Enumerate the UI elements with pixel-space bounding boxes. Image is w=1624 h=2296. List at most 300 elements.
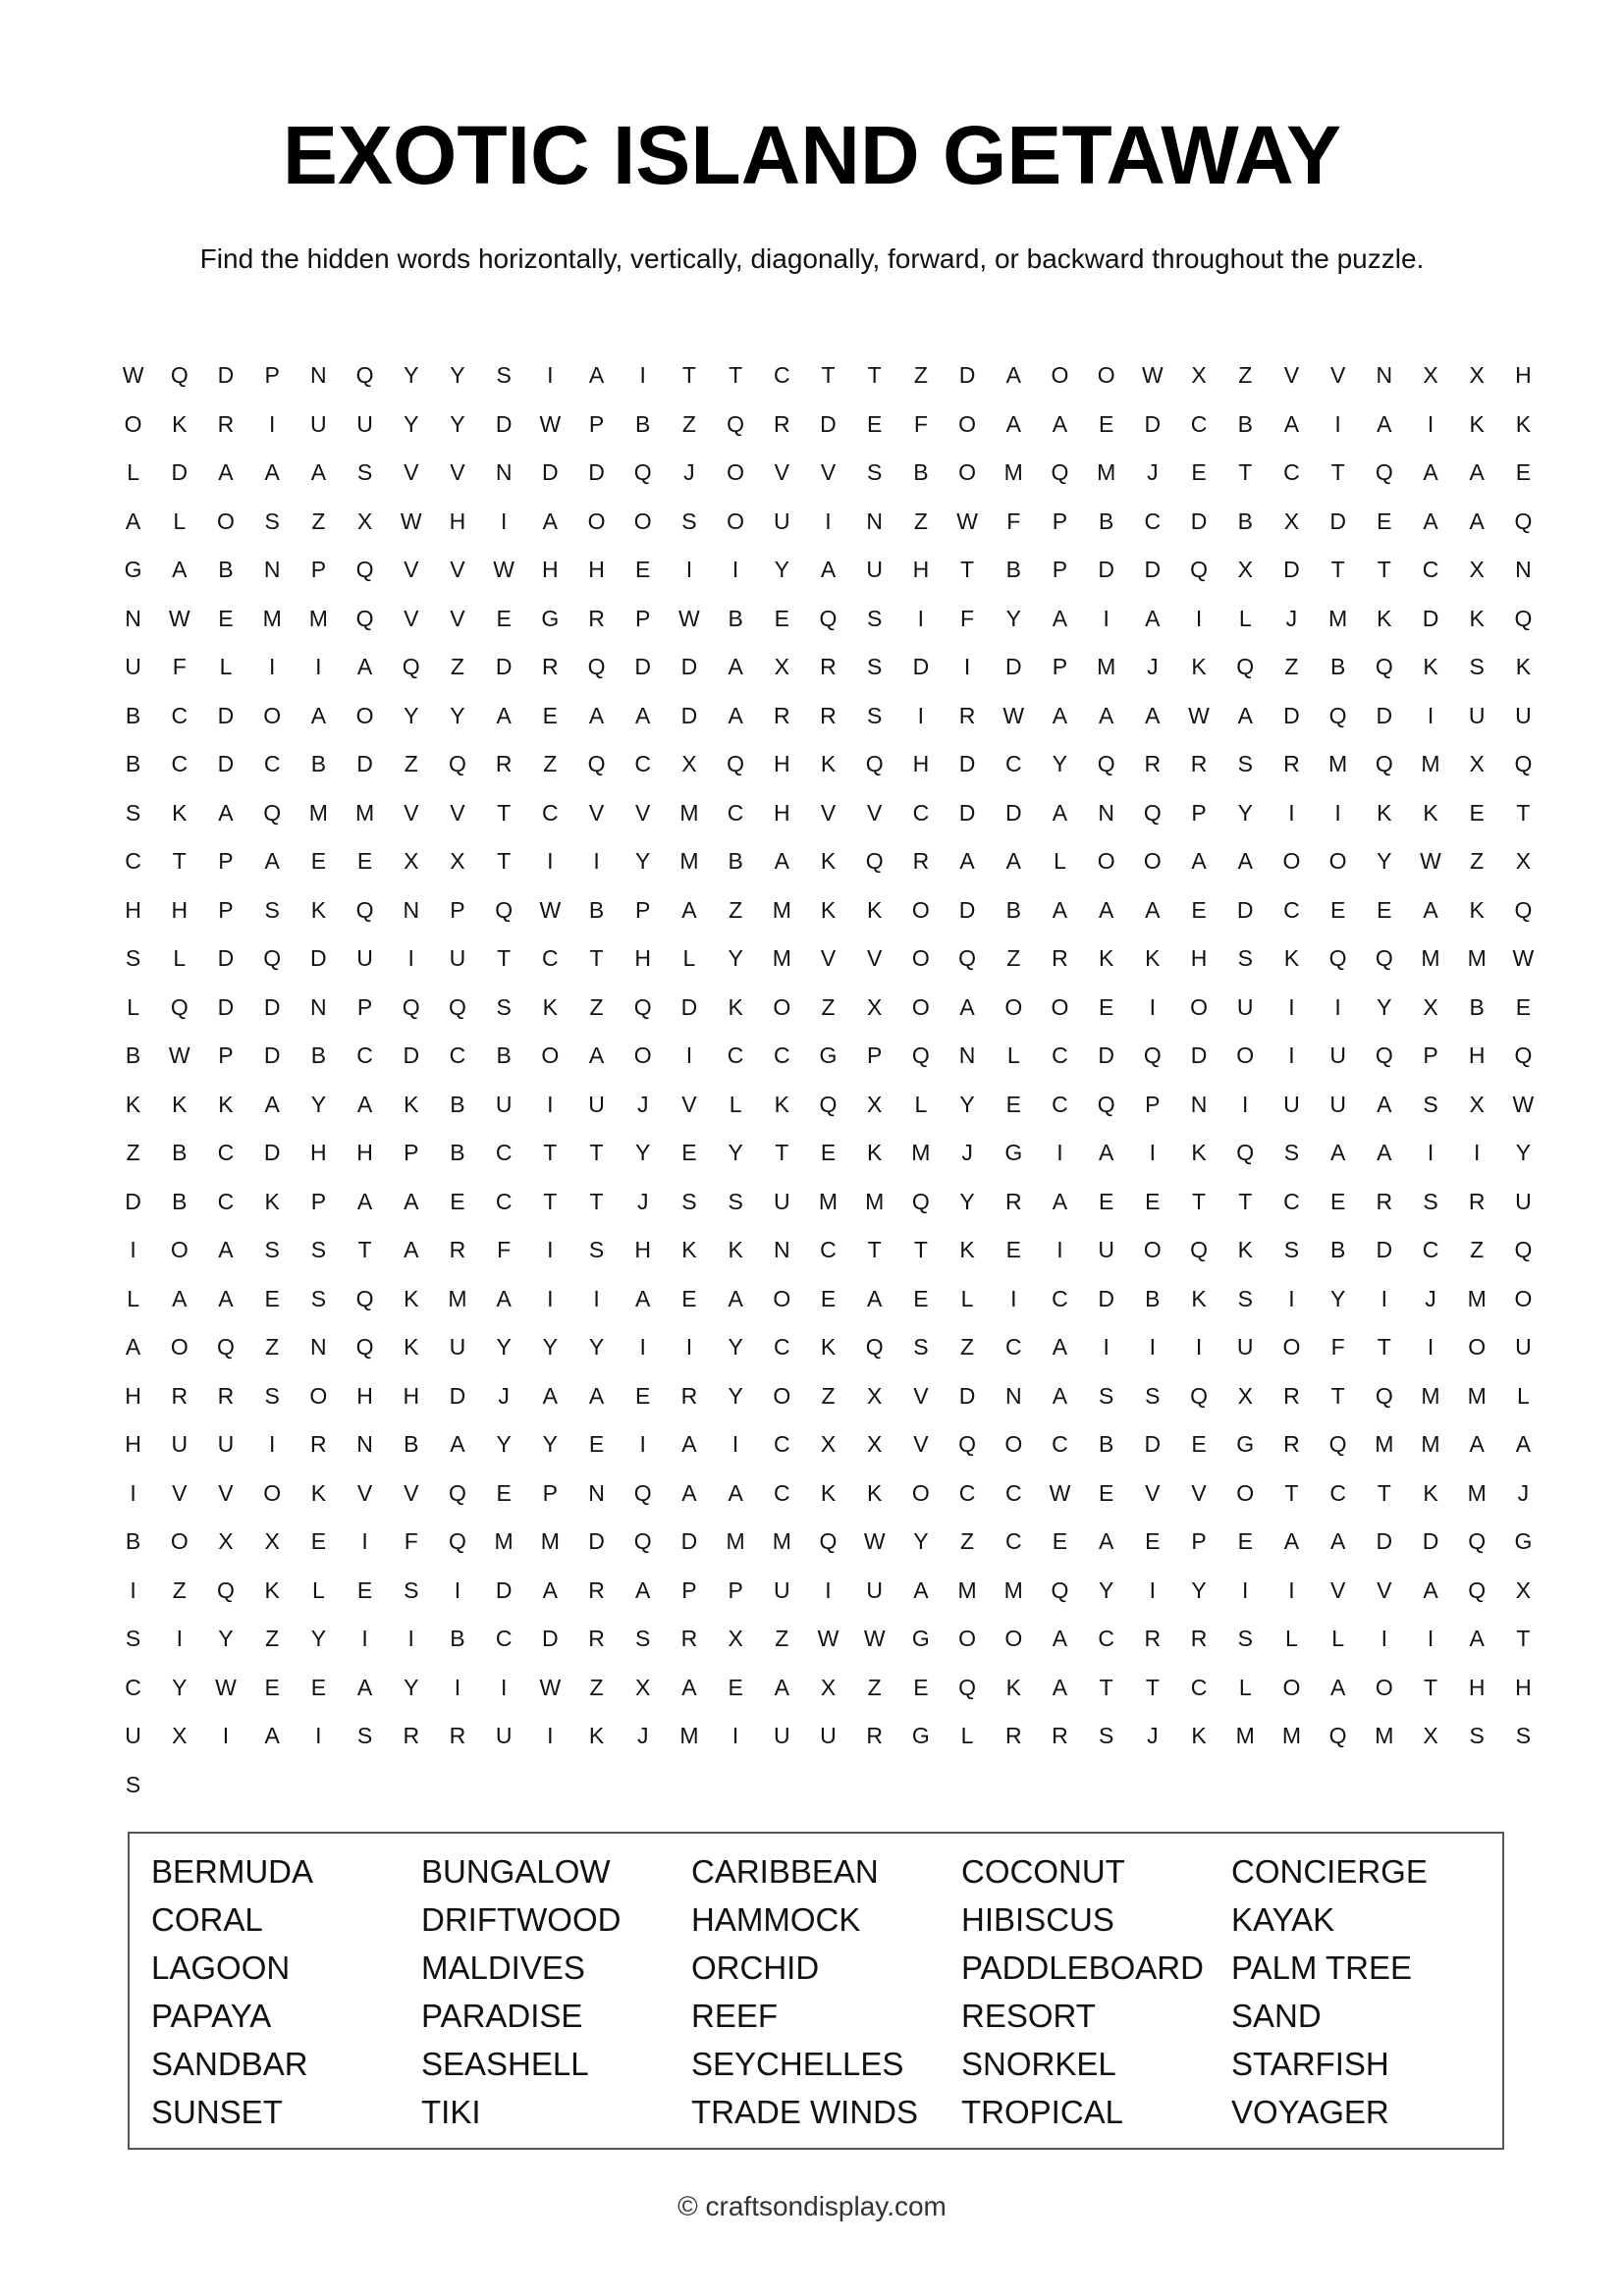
grid-letter: O <box>1190 993 1208 1020</box>
grid-letter: J <box>1285 605 1298 631</box>
grid-letter: H <box>773 799 790 826</box>
grid-letter: J <box>683 459 695 486</box>
grid-letter: L <box>173 507 187 534</box>
grid-letter: D <box>1376 1237 1393 1263</box>
grid-letter: R <box>1283 1431 1300 1458</box>
grid-letter: N <box>495 459 513 486</box>
grid-letter: C <box>1190 1674 1208 1700</box>
grid-letter: A <box>172 1285 188 1311</box>
grid-letter: Q <box>1375 1382 1393 1409</box>
grid-letter: Q <box>1375 751 1393 777</box>
grid-letter: I <box>454 1576 461 1603</box>
grid-letter: Q <box>1514 1042 1533 1069</box>
grid-letter: Y <box>1005 605 1021 631</box>
grid-letter: A <box>728 1479 743 1506</box>
grid-letter: O <box>587 507 606 534</box>
grid-letter: V <box>1329 362 1346 389</box>
grid-letter: K <box>125 1091 141 1117</box>
grid-letter: Z <box>404 751 418 777</box>
grid-letter: T <box>775 1140 789 1166</box>
grid-letter: D <box>958 799 976 826</box>
grid-letter: Q <box>1514 751 1533 777</box>
grid-letter: B <box>728 848 743 875</box>
grid-letter: V <box>820 799 837 826</box>
grid-letter: E <box>310 848 327 875</box>
grid-letter: U <box>217 1431 235 1458</box>
grid-letter: P <box>681 1576 697 1603</box>
grid-letter: A <box>1329 1674 1346 1700</box>
grid-letter: C <box>773 1479 790 1506</box>
grid-letter: K <box>1005 1674 1021 1700</box>
grid-letter: D <box>1283 557 1300 583</box>
grid-letter: N <box>310 993 327 1020</box>
grid-letter: W <box>400 507 422 534</box>
grid-letter: B <box>172 1188 188 1214</box>
grid-letter: W <box>493 557 514 583</box>
grid-letter: R <box>1468 1188 1486 1214</box>
grid-letter: X <box>1515 848 1532 875</box>
grid-letter: E <box>913 1285 929 1311</box>
grid-letter: E <box>1145 1188 1161 1214</box>
grid-letter: V <box>218 1479 234 1506</box>
grid-letter: K <box>1377 605 1392 631</box>
grid-letter: I <box>407 945 414 972</box>
grid-letter: E <box>820 1285 837 1311</box>
grid-letter: O <box>170 1334 189 1361</box>
grid-letter: E <box>1145 1528 1161 1555</box>
grid-letter: A <box>1145 896 1161 923</box>
grid-letter: Z <box>913 507 928 534</box>
grid-letter: M <box>679 799 699 826</box>
grid-letter: A <box>172 557 188 583</box>
grid-letter: I <box>639 362 646 389</box>
grid-letter: E <box>1191 459 1207 486</box>
grid-letter: P <box>404 1140 419 1166</box>
grid-letter: A <box>310 702 327 728</box>
grid-letter: O <box>1236 1042 1255 1069</box>
grid-letter: Q <box>1375 945 1393 972</box>
grid-letter: X <box>1283 507 1300 534</box>
grid-letter: S <box>728 1188 743 1214</box>
grid-letter: X <box>218 1528 234 1555</box>
grid-letter: I <box>361 1528 368 1555</box>
grid-letter: X <box>1423 362 1438 389</box>
grid-letter: Z <box>265 1626 280 1652</box>
grid-letter: D <box>634 654 652 680</box>
grid-letter: I <box>1195 1334 1203 1361</box>
grid-letter: G <box>1514 1528 1533 1555</box>
grid-letter: O <box>1097 848 1115 875</box>
grid-letter: D <box>958 362 976 389</box>
grid-letter: X <box>1469 751 1485 777</box>
grid-letter: A <box>404 1237 419 1263</box>
grid-letter: C <box>1004 751 1022 777</box>
grid-letter: S <box>264 1237 280 1263</box>
grid-letter: P <box>728 1576 743 1603</box>
grid-letter: H <box>1468 1042 1486 1069</box>
word-bank-item: HAMMOCK <box>691 1901 861 1938</box>
grid-letter: K <box>404 1091 419 1117</box>
grid-letter: O <box>1004 993 1023 1020</box>
grid-letter: U <box>1283 1091 1300 1117</box>
word-bank-item: HIBISCUS <box>961 1901 1114 1938</box>
grid-letter: U <box>495 1723 513 1749</box>
grid-letter: C <box>1052 1091 1068 1117</box>
grid-letter: E <box>1469 799 1485 826</box>
grid-letter: I <box>1103 1334 1110 1361</box>
grid-letter: I <box>1288 1042 1295 1069</box>
grid-letter: C <box>495 1626 513 1652</box>
grid-letter: T <box>867 1237 882 1263</box>
grid-letter: B <box>125 1528 141 1555</box>
grid-letter: U <box>773 1576 790 1603</box>
grid-letter: Y <box>635 848 651 875</box>
grid-letter: K <box>820 1334 837 1361</box>
grid-letter: P <box>356 993 373 1020</box>
grid-letter: C <box>356 1042 373 1069</box>
grid-letter: P <box>588 410 605 437</box>
grid-letter: L <box>173 945 187 972</box>
grid-letter: P <box>450 896 465 923</box>
grid-letter: I <box>731 1723 739 1749</box>
grid-letter: A <box>1005 362 1021 389</box>
grid-letter: H <box>1468 1674 1486 1700</box>
grid-letter: E <box>1329 1188 1346 1214</box>
grid-letter: J <box>1147 1723 1159 1749</box>
grid-letter: Q <box>633 1479 652 1506</box>
grid-letter: A <box>1423 1576 1438 1603</box>
grid-letter: Q <box>1190 557 1208 583</box>
grid-letter: B <box>728 605 743 631</box>
grid-letter: Q <box>958 1674 977 1700</box>
grid-letter: B <box>450 1091 465 1117</box>
grid-letter: M <box>1003 459 1023 486</box>
grid-letter: U <box>773 1723 790 1749</box>
grid-letter: B <box>1237 410 1253 437</box>
letter-grid <box>110 351 1546 1809</box>
grid-letter: D <box>495 1576 513 1603</box>
grid-letter: I <box>454 1674 461 1700</box>
grid-letter: A <box>1052 1188 1068 1214</box>
grid-letter: C <box>171 702 189 728</box>
grid-letter: C <box>542 799 559 826</box>
grid-letter: O <box>633 507 652 534</box>
grid-letter: W <box>168 605 190 631</box>
grid-letter: I <box>593 1285 600 1311</box>
grid-letter: Q <box>1097 751 1115 777</box>
grid-letter: Y <box>913 1528 929 1555</box>
grid-letter: H <box>1515 1674 1532 1700</box>
grid-letter: S <box>264 507 280 534</box>
grid-letter: O <box>1282 848 1301 875</box>
grid-letter: Y <box>172 1674 188 1700</box>
grid-letter: K <box>728 993 743 1020</box>
grid-letter: D <box>263 993 281 1020</box>
grid-letter: I <box>917 605 925 631</box>
grid-letter: R <box>588 1626 605 1652</box>
grid-letter: D <box>495 654 513 680</box>
grid-letter: A <box>1052 1626 1068 1652</box>
grid-letter: C <box>773 362 790 389</box>
grid-letter: D <box>1236 896 1254 923</box>
grid-letter: D <box>1004 799 1022 826</box>
grid-letter: D <box>1376 1528 1393 1555</box>
grid-letter: I <box>1334 410 1341 437</box>
grid-letter: U <box>1098 1237 1114 1263</box>
grid-letter: K <box>1423 654 1438 680</box>
grid-letter: N <box>310 1334 327 1361</box>
grid-letter: D <box>1144 1431 1162 1458</box>
grid-letter: Y <box>728 1334 743 1361</box>
grid-letter: O <box>1282 1334 1301 1361</box>
grid-letter: H <box>1515 362 1532 389</box>
grid-letter: C <box>773 1042 790 1069</box>
grid-letter: W <box>215 1674 237 1700</box>
grid-letter: Q <box>1328 945 1347 972</box>
grid-letter: S <box>867 654 883 680</box>
grid-letter: I <box>222 1723 230 1749</box>
grid-letter: Q <box>1143 1042 1162 1069</box>
grid-letter: R <box>1144 751 1162 777</box>
grid-letter: A <box>1377 1091 1392 1117</box>
word-bank-item: SANDBAR <box>151 2046 308 2082</box>
grid-letter: T <box>1330 1382 1345 1409</box>
grid-letter: O <box>727 507 745 534</box>
grid-letter: A <box>1052 1674 1068 1700</box>
grid-letter: A <box>1377 410 1392 437</box>
grid-letter: C <box>1052 1042 1068 1069</box>
grid-letter: T <box>867 362 882 389</box>
grid-letter: A <box>1515 1431 1532 1458</box>
grid-letter: I <box>1288 1576 1295 1603</box>
grid-letter: I <box>825 507 832 534</box>
grid-letter: R <box>1004 1188 1022 1214</box>
grid-letter: F <box>497 1237 512 1263</box>
grid-letter: M <box>865 1188 885 1214</box>
grid-letter: H <box>125 896 141 923</box>
grid-letter: A <box>1098 896 1114 923</box>
grid-letter: A <box>542 507 558 534</box>
grid-letter: V <box>356 1479 373 1506</box>
grid-letter: H <box>588 557 605 583</box>
grid-letter: S <box>1237 945 1253 972</box>
grid-letter: B <box>125 1042 141 1069</box>
grid-letter: X <box>867 993 883 1020</box>
word-bank-box <box>128 1832 1504 2150</box>
grid-letter: R <box>171 1382 189 1409</box>
grid-letter: H <box>356 1140 373 1166</box>
grid-letter: V <box>404 557 419 583</box>
grid-letter: M <box>1421 751 1440 777</box>
grid-letter: U <box>1468 702 1486 728</box>
grid-letter: B <box>1329 654 1346 680</box>
grid-letter: R <box>310 1431 327 1458</box>
grid-letter: Y <box>1377 848 1392 875</box>
grid-letter: E <box>635 557 651 583</box>
grid-letter: U <box>125 1723 141 1749</box>
grid-letter: V <box>820 945 837 972</box>
grid-letter: S <box>310 1237 327 1263</box>
grid-letter: O <box>1143 848 1162 875</box>
grid-letter: A <box>1191 848 1207 875</box>
grid-letter: U <box>773 1188 790 1214</box>
grid-letter: D <box>1422 605 1439 631</box>
word-bank-item: CARIBBEAN <box>691 1853 879 1890</box>
grid-letter: D <box>217 702 235 728</box>
grid-letter: I <box>268 654 276 680</box>
grid-letter: K <box>1469 410 1485 437</box>
grid-letter: A <box>1005 410 1021 437</box>
grid-letter: P <box>218 848 234 875</box>
grid-letter: X <box>356 507 373 534</box>
grid-letter: T <box>1192 1188 1207 1214</box>
grid-letter: O <box>911 1479 930 1506</box>
grid-letter: K <box>1191 1285 1207 1311</box>
grid-letter: N <box>356 1431 373 1458</box>
grid-letter: I <box>963 654 971 680</box>
grid-letter: H <box>542 557 559 583</box>
grid-letter: V <box>867 945 883 972</box>
grid-letter: K <box>1237 1237 1253 1263</box>
grid-letter: B <box>1237 507 1253 534</box>
grid-letter: O <box>958 1626 977 1652</box>
grid-letter: A <box>218 1237 234 1263</box>
grid-letter: Z <box>1470 848 1485 875</box>
grid-letter: I <box>1056 1140 1063 1166</box>
grid-letter: C <box>727 1042 744 1069</box>
grid-letter: Y <box>310 1626 327 1652</box>
grid-letter: W <box>1512 945 1535 972</box>
grid-letter: I <box>685 1334 693 1361</box>
grid-letter: Q <box>1375 1042 1393 1069</box>
grid-letter: N <box>1098 799 1114 826</box>
grid-letter: A <box>867 1285 883 1311</box>
grid-letter: R <box>495 751 513 777</box>
word-bank-item: LAGOON <box>151 1949 291 1986</box>
grid-letter: D <box>310 945 327 972</box>
grid-letter: I <box>176 1626 183 1652</box>
grid-letter: S <box>404 1576 419 1603</box>
grid-letter: K <box>1191 1723 1207 1749</box>
grid-letter: J <box>498 1382 510 1409</box>
grid-letter: E <box>356 1576 373 1603</box>
grid-letter: Q <box>1236 1140 1255 1166</box>
grid-letter: Q <box>355 1285 374 1311</box>
grid-letter: T <box>1377 557 1391 583</box>
grid-letter: U <box>588 1091 605 1117</box>
grid-letter: C <box>1283 1188 1300 1214</box>
grid-letter: X <box>1469 557 1485 583</box>
grid-letter: Y <box>450 410 465 437</box>
grid-letter: N <box>310 362 327 389</box>
grid-letter: S <box>125 1771 141 1797</box>
grid-letter: H <box>449 507 466 534</box>
grid-letter: K <box>1469 605 1485 631</box>
grid-letter: D <box>125 1188 141 1214</box>
grid-letter: M <box>1328 605 1348 631</box>
grid-letter: V <box>450 459 465 486</box>
grid-letter: K <box>820 751 837 777</box>
grid-letter: T <box>543 1140 558 1166</box>
grid-letter: C <box>1052 1285 1068 1311</box>
grid-letter: K <box>1423 799 1438 826</box>
grid-letter: S <box>1098 1723 1114 1749</box>
grid-letter: B <box>125 702 141 728</box>
grid-letter: P <box>867 1042 883 1069</box>
grid-letter: Y <box>1237 799 1253 826</box>
grid-letter: O <box>727 459 745 486</box>
grid-letter: Q <box>263 799 282 826</box>
grid-letter: U <box>1236 1334 1254 1361</box>
grid-letter: Q <box>217 1576 235 1603</box>
grid-letter: C <box>495 1140 513 1166</box>
grid-letter: D <box>912 654 930 680</box>
word-bank-item: VOYAGER <box>1231 2094 1389 2130</box>
grid-letter: D <box>1144 410 1162 437</box>
grid-letter: Y <box>542 1431 558 1458</box>
grid-letter: D <box>1329 507 1346 534</box>
grid-letter: J <box>636 1091 649 1117</box>
grid-letter: S <box>1515 1723 1532 1749</box>
grid-letter: R <box>773 702 790 728</box>
grid-letter: D <box>820 410 837 437</box>
grid-letter: M <box>540 1528 560 1555</box>
grid-letter: D <box>1283 702 1300 728</box>
grid-letter: A <box>1423 507 1438 534</box>
grid-letter: A <box>1052 410 1068 437</box>
grid-letter: Q <box>1236 654 1255 680</box>
grid-letter: L <box>127 993 139 1020</box>
grid-letter: R <box>958 702 976 728</box>
grid-letter: T <box>1145 1674 1160 1700</box>
grid-letter: B <box>310 1042 327 1069</box>
grid-letter: G <box>911 1723 930 1749</box>
grid-letter: U <box>356 410 373 437</box>
grid-letter: T <box>681 362 696 389</box>
grid-letter: O <box>541 1042 560 1069</box>
grid-letter: R <box>1052 945 1068 972</box>
grid-letter: E <box>1098 410 1114 437</box>
grid-letter: B <box>1329 1237 1346 1263</box>
grid-letter: T <box>589 1140 604 1166</box>
grid-letter: S <box>356 459 373 486</box>
grid-letter: U <box>773 507 790 534</box>
grid-letter: V <box>172 1479 188 1506</box>
grid-letter: K <box>172 799 188 826</box>
grid-letter: N <box>1190 1091 1208 1117</box>
grid-letter: Q <box>1190 1237 1208 1263</box>
grid-letter: Y <box>959 1188 975 1214</box>
grid-letter: S <box>913 1334 929 1361</box>
grid-letter: H <box>634 1237 652 1263</box>
grid-letter: S <box>1283 1237 1300 1263</box>
grid-letter: E <box>1377 507 1392 534</box>
grid-letter: R <box>912 848 930 875</box>
grid-letter: A <box>1237 848 1253 875</box>
grid-letter: O <box>355 702 374 728</box>
grid-letter: M <box>911 1140 931 1166</box>
grid-letter: I <box>315 1723 322 1749</box>
grid-letter: Q <box>355 605 374 631</box>
grid-letter: A <box>264 459 280 486</box>
grid-letter: A <box>1423 896 1438 923</box>
grid-letter: K <box>404 1334 419 1361</box>
grid-letter: T <box>1516 799 1531 826</box>
grid-letter: Y <box>635 1140 651 1166</box>
grid-letter: Y <box>728 1382 743 1409</box>
grid-letter: I <box>685 557 693 583</box>
grid-letter: I <box>1427 1626 1435 1652</box>
